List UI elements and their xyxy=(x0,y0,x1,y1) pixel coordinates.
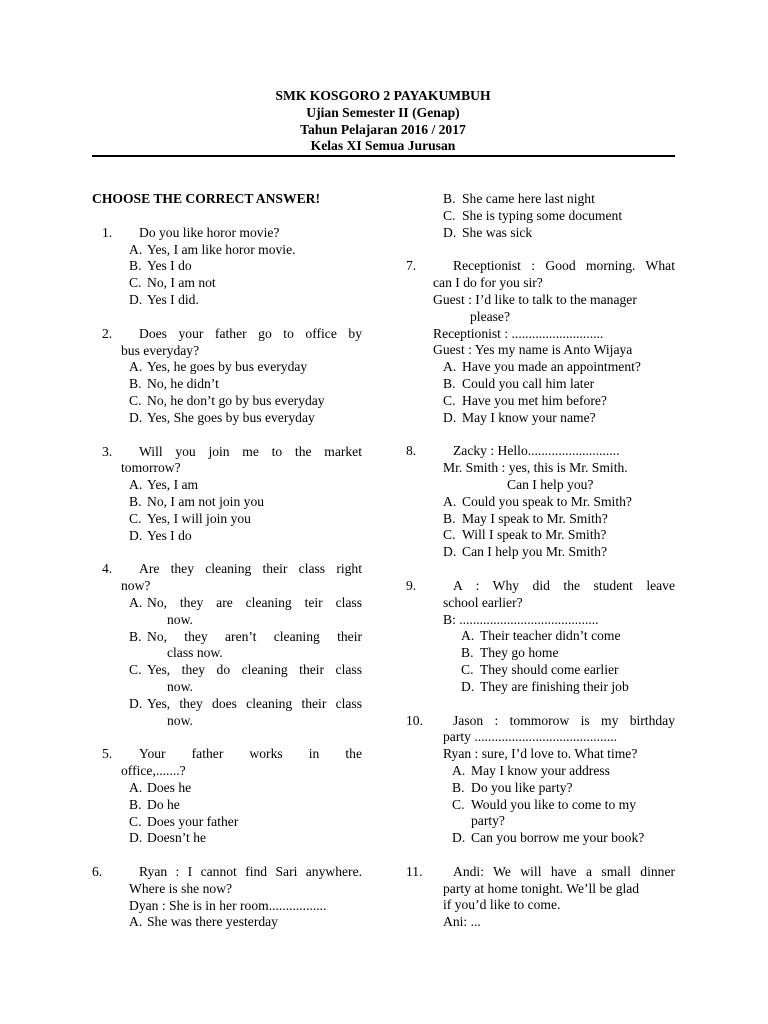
option-a: A. Does he xyxy=(129,779,192,795)
question-text-cont: party at home tonight. We’ll be glad xyxy=(443,880,640,896)
dialog-line: Dyan : She is in her room................. xyxy=(129,897,327,913)
option-b: B. Do he xyxy=(129,796,180,812)
option-b: B. She came here last night xyxy=(443,191,595,206)
dialog-line: Can I help you? xyxy=(507,476,594,492)
dialog-line: Ani: ... xyxy=(443,914,481,930)
question-text: 7. Receptionist : Good morning. What xyxy=(406,258,675,274)
option-c: C. Will I speak to Mr. Smith? xyxy=(443,527,607,543)
question-5 xyxy=(92,746,362,847)
dialog-line: Guest : Yes my name is Anto Wijaya xyxy=(433,342,633,358)
question-number: 7. xyxy=(406,258,417,274)
option-a: A. Could you speak to Mr. Smith? xyxy=(443,493,632,509)
option-d: D. Yes, they does cleaning their class now. xyxy=(129,695,362,728)
option-d: D. May I know your name? xyxy=(443,409,596,425)
option-c: C. No, he don’t go by bus everyday xyxy=(129,392,325,408)
question-2 xyxy=(92,326,362,427)
option-c: C. She is typing some document xyxy=(443,207,623,223)
question-text: 1. Do you like horor movie? xyxy=(102,224,280,240)
dialog-line: Guest : I’d like to talk to the manager xyxy=(433,291,637,307)
option-c: C. Have you met him before? xyxy=(443,392,607,408)
option-d: D. Yes I do xyxy=(129,527,192,543)
question-text: 9. A : Why did the student leave xyxy=(406,577,675,593)
question-number: 3. xyxy=(102,443,113,459)
question-number: 11. xyxy=(406,863,423,879)
left-column xyxy=(92,191,362,948)
option-a: A. May I know your address xyxy=(452,762,610,778)
option-c: C. Yes, I will join you xyxy=(129,510,251,526)
option-a: A. Yes, I am xyxy=(129,477,199,493)
question-number: 4. xyxy=(102,561,113,577)
option-c: C. Would you like to come to my party? xyxy=(452,796,637,829)
option-d: D. Yes I did. xyxy=(129,291,199,307)
question-text-cont: office,.......? xyxy=(121,763,186,779)
question-text: 6. Ryan : I cannot find Sari anywhere. xyxy=(92,864,362,880)
question-3 xyxy=(92,444,362,545)
question-number: 8. xyxy=(406,443,417,459)
option-b: B. No, I am not join you xyxy=(129,493,265,509)
question-number: 1. xyxy=(102,224,113,240)
question-number: 6. xyxy=(92,864,103,880)
exam-header xyxy=(92,88,674,155)
option-a: A. Yes, I am like horor movie. xyxy=(129,241,296,257)
option-b: B. No, he didn’t xyxy=(129,376,219,392)
option-d: D. They are finishing their job xyxy=(461,678,629,694)
option-a: A. Yes, he goes by bus everyday xyxy=(129,359,308,375)
question-4 xyxy=(92,561,362,729)
question-11 xyxy=(404,864,675,931)
question-text: 11. Andi: We will have a small dinner xyxy=(406,863,675,879)
question-text-cont: now? xyxy=(121,578,151,594)
question-text: 2. Does your father go to office by xyxy=(102,325,362,341)
question-text-cont: bus everyday? xyxy=(121,342,200,358)
question-text: 5. Your father works in the xyxy=(102,746,362,762)
question-7 xyxy=(404,258,675,426)
dialog-line: Ryan : sure, I’d love to. What time? xyxy=(443,746,638,762)
option-c: C. Yes, they do cleaning their class now. xyxy=(129,662,362,694)
question-number: 9. xyxy=(406,577,417,593)
option-d: D. She was sick xyxy=(443,224,533,240)
option-b: B. May I speak to Mr. Smith? xyxy=(443,510,608,526)
option-a: A. No, they are cleaning teir class now. xyxy=(129,594,362,627)
question-number: 5. xyxy=(102,746,113,762)
option-d: D. Can I help you Mr. Smith? xyxy=(443,544,607,560)
option-a: A. She was there yesterday xyxy=(129,914,278,930)
option-b: B. Could you call him later xyxy=(443,375,595,391)
dialog-line: can I do for you sir? xyxy=(433,275,543,291)
question-number: 10. xyxy=(406,712,423,728)
question-text-cont: if you’d like to come. xyxy=(443,897,561,913)
question-9 xyxy=(404,578,675,696)
question-1 xyxy=(92,225,362,309)
dialog-line: please? xyxy=(470,308,510,324)
option-c: C. No, I am not xyxy=(129,275,216,291)
dialog-line: B: ......................................... xyxy=(443,611,599,627)
question-text-cont: party .......................................... xyxy=(443,729,618,745)
right-column xyxy=(404,191,675,948)
dialog-line: Receptionist : ........................... xyxy=(433,325,604,341)
question-text-cont: school earlier? xyxy=(443,594,523,610)
option-b: B. No, they aren’t cleaning their class now. xyxy=(129,628,362,661)
question-8 xyxy=(404,443,675,561)
option-d: D. Doesn’t he xyxy=(129,830,207,846)
question-text: 4. Are they cleaning their class right xyxy=(102,561,362,577)
dialog-line: Mr. Smith : yes, this is Mr. Smith. xyxy=(443,460,628,476)
question-10 xyxy=(404,713,675,847)
class-label: Kelas XI Semua Jurusan xyxy=(310,138,456,154)
option-d: D. Can you borrow me your book? xyxy=(452,830,645,846)
option-b: B. Yes I do xyxy=(129,258,192,274)
question-6-continued xyxy=(404,191,675,241)
option-a: A. Have you made an appointment? xyxy=(443,359,641,375)
question-text: 10. Jason : tommorow is my birthday xyxy=(406,712,675,728)
question-number: 2. xyxy=(102,325,113,341)
instruction: CHOOSE THE CORRECT ANSWER! xyxy=(92,191,321,206)
question-6 xyxy=(92,864,362,931)
header-divider xyxy=(92,155,675,157)
option-b: B. Do you like party? xyxy=(452,779,573,795)
academic-year: Tahun Pelajaran 2016 / 2017 xyxy=(300,121,466,137)
school-name: SMK KOSGORO 2 PAYAKUMBUH xyxy=(275,88,491,103)
option-c: C. They should come earlier xyxy=(461,661,619,677)
option-d: D. Yes, She goes by bus everyday xyxy=(129,409,315,425)
option-b: B. They go home xyxy=(461,645,559,661)
exam-title: Ujian Semester II (Genap) xyxy=(306,104,460,120)
option-c: C. Does your father xyxy=(129,813,239,829)
question-text: 8. Zacky : Hello........................... xyxy=(406,443,620,459)
question-text-cont: Where is she now? xyxy=(129,880,233,896)
question-text-cont: tomorrow? xyxy=(121,460,181,476)
question-text: 3. Will you join me to the market xyxy=(102,443,362,459)
option-a: A. Their teacher didn’t come xyxy=(461,628,621,644)
